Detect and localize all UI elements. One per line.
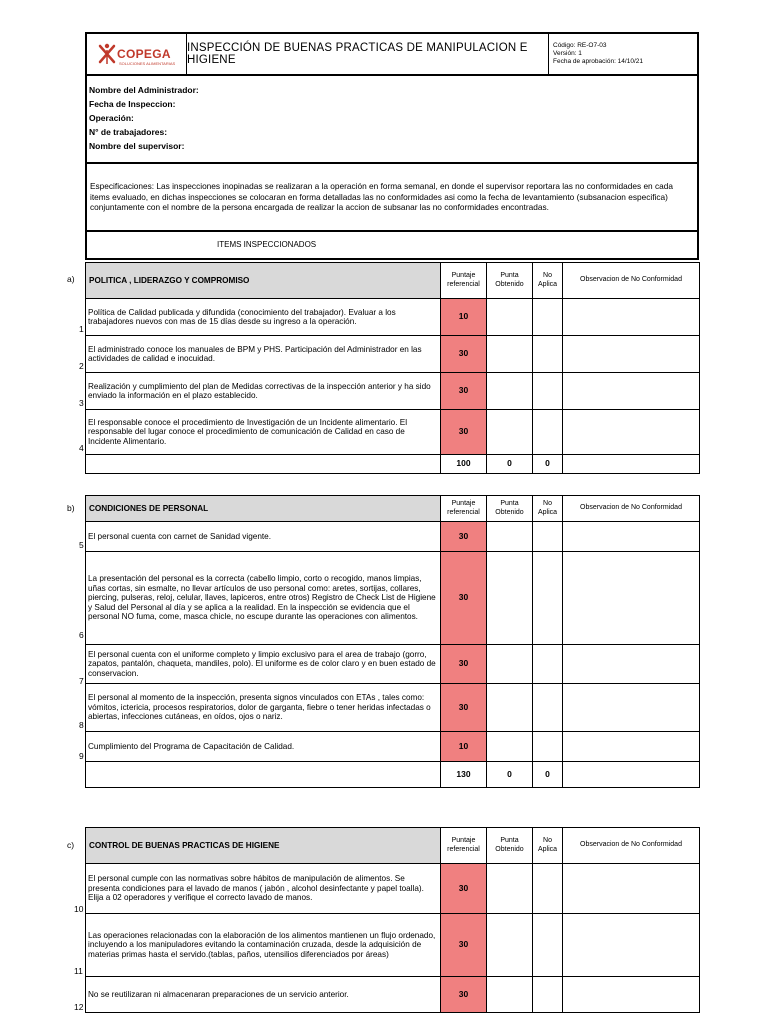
totals-row bbox=[86, 762, 700, 788]
document-approval-date: Fecha de aprobación: 14/10/21 bbox=[553, 58, 643, 65]
column-obtained-header: Punta Obtenido bbox=[487, 263, 533, 299]
item-score: 30 bbox=[441, 684, 487, 732]
document-title: INSPECCIÓN DE BUENAS PRACTICAS DE MANIPULACION E HIGIENE bbox=[187, 34, 549, 74]
obs-cell[interactable] bbox=[563, 373, 700, 410]
column-obs-header: Observacion de No Conformidad bbox=[563, 263, 700, 299]
obtained-cell[interactable] bbox=[487, 684, 533, 732]
table-row bbox=[86, 552, 700, 645]
item-score: 10 bbox=[441, 732, 487, 762]
na-cell[interactable] bbox=[533, 410, 563, 455]
item-number: 4 bbox=[79, 443, 84, 453]
item-text: Realización y cumplimiento del plan de Medidas correctivas de la inspección anterior y ha sido enviado la información en el plazo establecido. bbox=[86, 373, 441, 410]
column-ref-header: Puntaje referencial bbox=[441, 263, 487, 299]
section-title: CONTROL DE BUENAS PRACTICAS DE HIGIENE bbox=[86, 828, 441, 864]
item-score: 30 bbox=[441, 864, 487, 914]
na-cell[interactable] bbox=[533, 645, 563, 684]
obs-cell[interactable] bbox=[563, 299, 700, 336]
column-obs-header: Observacion de No Conformidad bbox=[563, 496, 700, 522]
item-number: 2 bbox=[79, 361, 84, 371]
obs-cell[interactable] bbox=[563, 914, 700, 977]
total-obtained: 0 bbox=[487, 455, 533, 474]
obtained-cell[interactable] bbox=[487, 977, 533, 1013]
table-row bbox=[86, 684, 700, 732]
total-na: 0 bbox=[533, 762, 563, 788]
table-row bbox=[86, 299, 700, 336]
supervisor-label: Nombre del supervisor: bbox=[89, 141, 185, 151]
na-cell[interactable] bbox=[533, 373, 563, 410]
obtained-cell[interactable] bbox=[487, 914, 533, 977]
logo-sub-text: SOLUCIONES ALIMENTARIAS bbox=[119, 61, 176, 66]
obtained-cell[interactable] bbox=[487, 373, 533, 410]
table-row bbox=[86, 645, 700, 684]
na-cell[interactable] bbox=[533, 864, 563, 914]
na-cell[interactable] bbox=[533, 977, 563, 1013]
item-text: El personal cumple con las normativas sobre hábitos de manipulación de alimentos. Se presenta condiciones para el lavado de manos ( jabón , alcohol desinfectante y papel toalla). Elija a 02 operadores y verifique el correcto lavado de manos. bbox=[86, 864, 441, 914]
items-inspected-heading: ITEMS INSPECCIONADOS bbox=[85, 232, 699, 260]
column-obtained-header: Punta Obtenido bbox=[487, 496, 533, 522]
logo-brand-text: COPEGA bbox=[117, 47, 171, 61]
document-version: Versión: 1 bbox=[553, 50, 582, 57]
admin-label: Nombre del Administrador: bbox=[89, 85, 199, 95]
obtained-cell[interactable] bbox=[487, 299, 533, 336]
na-cell[interactable] bbox=[533, 522, 563, 552]
specifications-text: Especificaciones: Las inspecciones inopinadas se realizaran a la operación en forma semanal, en donde el supervisor reportara las no conformidades en cada items evaluado, en dichas inspecciones se colocaran en forma detalladas las no conformidades asi como la fecha de levantamiento (subsanacion especifica) conjuntamente con el nombre de la persona encargada de realizar la accion de subsanar las no conformidades encontradas. bbox=[85, 164, 699, 232]
total-na: 0 bbox=[533, 455, 563, 474]
column-obs-header: Observacion de No Conformidad bbox=[563, 828, 700, 864]
item-score: 30 bbox=[441, 977, 487, 1013]
obs-cell[interactable] bbox=[563, 410, 700, 455]
document-code: Código: RE-O7-03 bbox=[553, 42, 607, 49]
item-score: 30 bbox=[441, 522, 487, 552]
column-ref-header: Puntaje referencial bbox=[441, 496, 487, 522]
na-cell[interactable] bbox=[533, 299, 563, 336]
item-number: 11 bbox=[74, 966, 83, 976]
obs-cell[interactable] bbox=[563, 522, 700, 552]
item-text: El personal al momento de la inspección, presenta signos vinculados con ETAs , tales como: vómitos, ictericia, procesos respiratorios, dolor de garganta, fiebre o tener heridas infectadas o abiertas, infecciones cutáneas, en oídos, ojos o nariz. bbox=[86, 684, 441, 732]
item-text: El personal cuenta con el uniforme completo y limpio exclusivo para el area de trabajo (gorro, zapatos, pantalón, chaqueta, mandiles, polo). El uniforme es de color claro y en buen estado de conservacion. bbox=[86, 645, 441, 684]
total-obtained: 0 bbox=[487, 762, 533, 788]
obs-cell[interactable] bbox=[563, 336, 700, 373]
table-row bbox=[86, 864, 700, 914]
table-row bbox=[86, 410, 700, 455]
item-text: El administrado conoce los manuales de BPM y PHS. Participación del Administrador en las actividades de calidad e inocuidad. bbox=[86, 336, 441, 373]
item-score: 10 bbox=[441, 299, 487, 336]
obs-cell[interactable] bbox=[563, 645, 700, 684]
item-number: 5 bbox=[79, 540, 84, 550]
section-title: POLITICA , LIDERAZGO Y COMPROMISO bbox=[86, 263, 441, 299]
item-score: 30 bbox=[441, 914, 487, 977]
item-score: 30 bbox=[441, 373, 487, 410]
section-table-c bbox=[85, 827, 700, 1013]
table-row bbox=[86, 373, 700, 410]
item-number: 3 bbox=[79, 398, 84, 408]
item-score: 30 bbox=[441, 410, 487, 455]
na-cell[interactable] bbox=[533, 684, 563, 732]
obs-cell[interactable] bbox=[563, 977, 700, 1013]
obtained-cell[interactable] bbox=[487, 864, 533, 914]
table-row bbox=[86, 336, 700, 373]
item-score: 30 bbox=[441, 552, 487, 645]
item-number: 6 bbox=[79, 630, 84, 640]
section-title: CONDICIONES DE PERSONAL bbox=[86, 496, 441, 522]
workers-label: N° de trabajadores: bbox=[89, 127, 168, 137]
item-text: Las operaciones relacionadas con la elaboración de los alimentos mantienen un flujo ordenado, incluyendo a los manipuladores evitando la contaminación cruzada, desde la adquisición de materias primas hasta el servido.(tablas, paños, utensilios diferenciados por áreas) bbox=[86, 914, 441, 977]
section-letter: c) bbox=[67, 840, 75, 850]
obtained-cell[interactable] bbox=[487, 410, 533, 455]
table-row bbox=[86, 732, 700, 762]
item-text: No se reutilizaran ni almacenaran preparaciones de un servicio anterior. bbox=[86, 977, 441, 1013]
operation-label: Operación: bbox=[89, 113, 134, 123]
item-text: Política de Calidad publicada y difundida (conocimiento del trabajador). Evaluar a los trabajadores nuevos con mas de 15 días desde su ingreso a la operación. bbox=[86, 299, 441, 336]
item-text: El personal cuenta con carnet de Sanidad vigente. bbox=[86, 522, 441, 552]
na-cell[interactable] bbox=[533, 552, 563, 645]
item-text: Cumplimiento del Programa de Capacitación de Calidad. bbox=[86, 732, 441, 762]
item-score: 30 bbox=[441, 645, 487, 684]
item-number: 9 bbox=[79, 751, 84, 761]
table-row bbox=[86, 977, 700, 1013]
item-number: 10 bbox=[74, 904, 84, 914]
obs-cell[interactable] bbox=[563, 864, 700, 914]
column-obtained-header: Punta Obtenido bbox=[487, 828, 533, 864]
logo-mark-icon bbox=[96, 42, 118, 66]
obs-cell[interactable] bbox=[563, 552, 700, 645]
total-ref: 100 bbox=[441, 455, 487, 474]
item-text: La presentación del personal es la correcta (cabello limpio, corto o recogido, manos limpias, uñas cortas, sin esmalte, no llevar artículos de uso personal como: aretes, sortijas, collares, piercing, pulseras, reloj, celular, llaves, lapiceros, entre otros) Registro de Check List de Higiene y Salud del Personal al día y se aplica a la realidad. En la inspección se evidencia que el personal NO fuma, come, masca chicle, no escupe durante las operaciones con alimentos. bbox=[86, 552, 441, 645]
inspection-info bbox=[85, 76, 699, 164]
document-header bbox=[85, 32, 699, 76]
obtained-cell[interactable] bbox=[487, 552, 533, 645]
obtained-cell[interactable] bbox=[487, 336, 533, 373]
item-number: 8 bbox=[79, 720, 84, 730]
column-na-header: No Aplica bbox=[533, 496, 563, 522]
total-ref: 130 bbox=[441, 762, 487, 788]
table-row bbox=[86, 914, 700, 977]
na-cell[interactable] bbox=[533, 336, 563, 373]
date-label: Fecha de Inspeccion: bbox=[89, 99, 176, 109]
obtained-cell[interactable] bbox=[487, 645, 533, 684]
item-number: 7 bbox=[79, 676, 84, 686]
table-row bbox=[86, 522, 700, 552]
na-cell[interactable] bbox=[533, 732, 563, 762]
obtained-cell[interactable] bbox=[487, 732, 533, 762]
column-na-header: No Aplica bbox=[533, 828, 563, 864]
obs-cell[interactable] bbox=[563, 684, 700, 732]
obs-cell[interactable] bbox=[563, 732, 700, 762]
section-letter: b) bbox=[67, 503, 75, 513]
column-na-header: No Aplica bbox=[533, 263, 563, 299]
section-table-b bbox=[85, 495, 700, 788]
section-letter: a) bbox=[67, 274, 75, 284]
document-meta bbox=[553, 42, 643, 66]
totals-row bbox=[86, 455, 700, 474]
item-score: 30 bbox=[441, 336, 487, 373]
item-number: 1 bbox=[79, 324, 84, 334]
column-ref-header: Puntaje referencial bbox=[441, 828, 487, 864]
company-logo bbox=[87, 34, 187, 74]
obtained-cell[interactable] bbox=[487, 522, 533, 552]
na-cell[interactable] bbox=[533, 914, 563, 977]
item-text: El responsable conoce el procedimiento de Investigación de un Incidente alimentario. El responsable del lugar conoce el procedimiento de comunicación de Calidad en caso de Incidente Alimentario. bbox=[86, 410, 441, 455]
section-table-a bbox=[85, 262, 700, 474]
item-number: 12 bbox=[74, 1002, 84, 1012]
